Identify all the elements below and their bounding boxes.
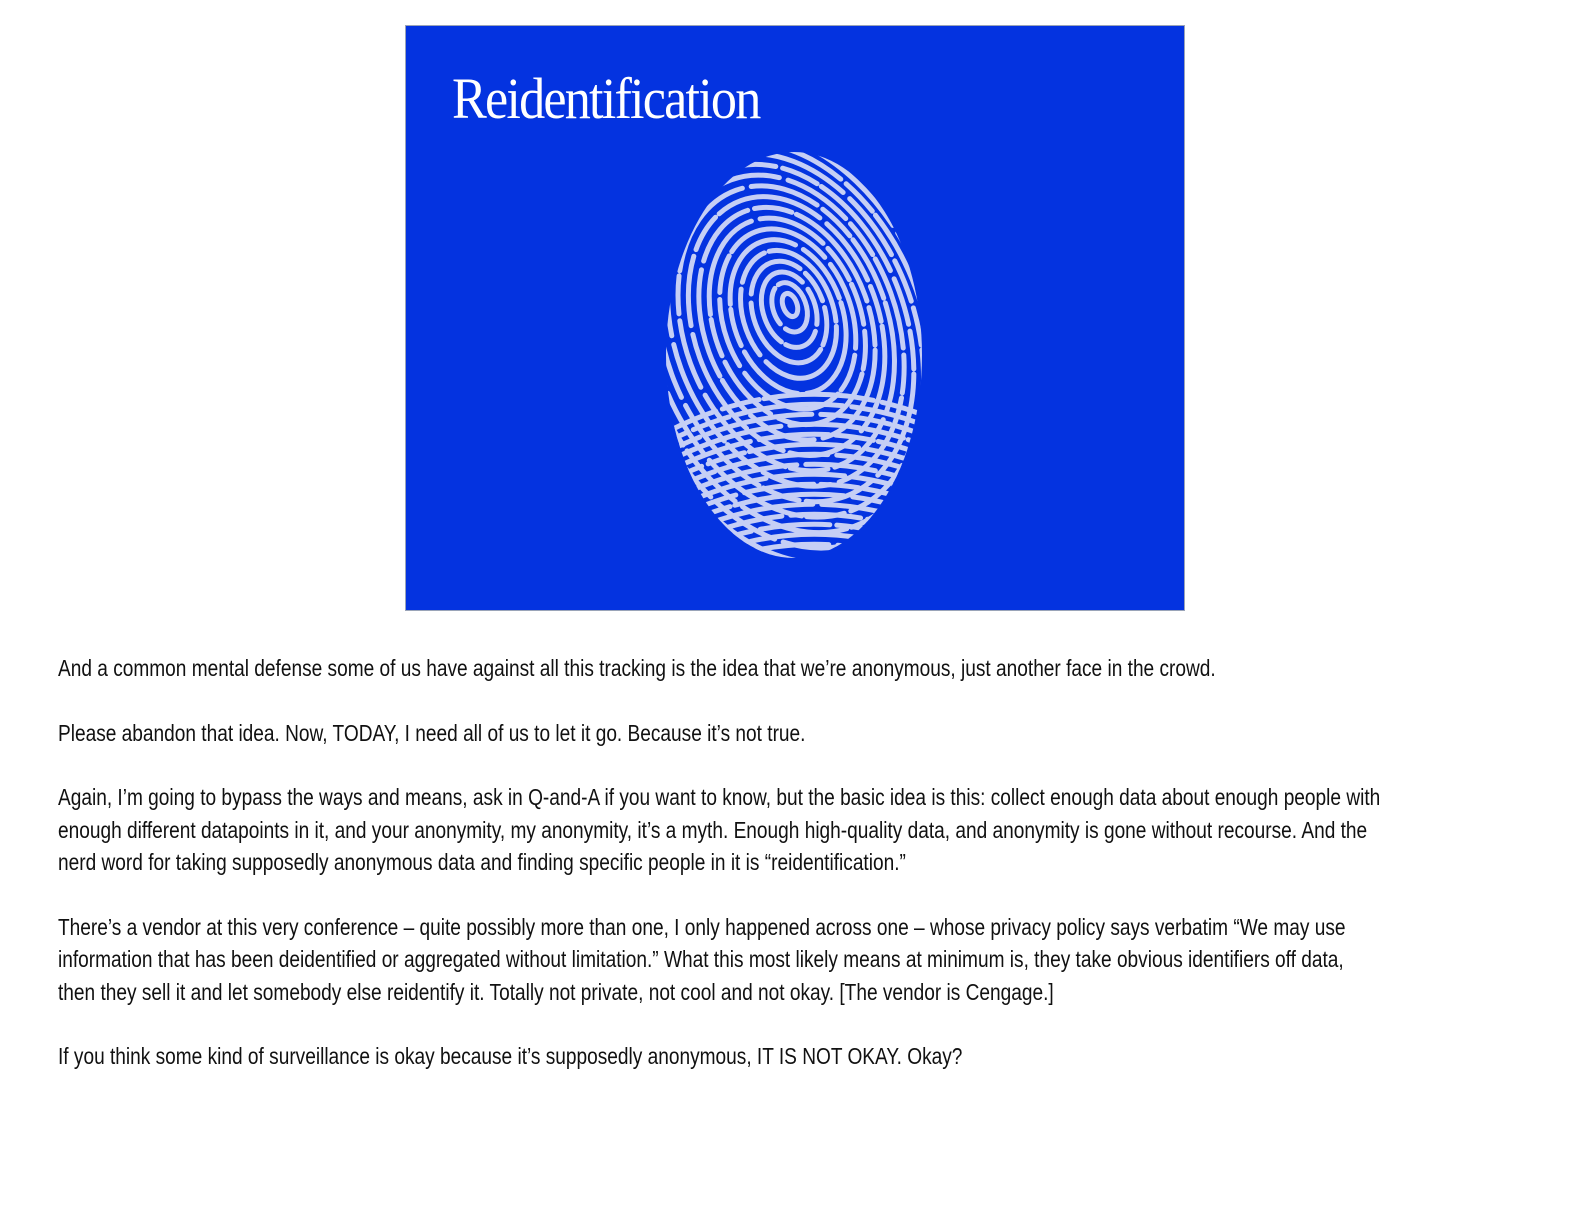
notes-paragraph: Please abandon that idea. Now, TODAY, I need all of us to let it go. Because it’s not true.	[58, 719, 806, 746]
fingerprint-ridge	[779, 291, 800, 318]
fingerprint-ridge	[662, 544, 926, 560]
fingerprint-ridge	[765, 278, 813, 337]
notes-paragraph: There’s a vendor at this very conference – quite possibly more than one, I only happened across one – whose privacy policy says verbatim “We may use information that has been deidentified or aggregated without limitation.” What this most likely means at minimum is, they take obvious identifiers off data, then they sell it and let somebody else reidentify it. Totally not private, not cool and not okay. [The vendor is Cengage.]	[58, 913, 1346, 1005]
slide-title: Reidentification	[452, 66, 760, 131]
slide-image	[405, 25, 1185, 611]
notes-paragraph: If you think some kind of surveillance is okay because it’s supposedly anonymous, IT IS NOT OKAY. Okay?	[58, 1043, 963, 1069]
notes-paragraph: And a common mental defense some of us have against all this tracking is the idea that we’re anonymous, just another face in the crowd.	[58, 655, 1216, 681]
notes-paragraph: Again, I’m going to bypass the ways and means, ask in Q-and-A if you want to know, but the basic idea is this: collect enough data about enough people with enough different datapoints in it, and your anonymity, my anonymity, it’s a myth. Enough high-quality data, and anonymity is gone without recourse. And the nerd word for taking supposedly anonymous data and finding specific people in it is “reidentification.”	[58, 784, 1381, 875]
fingerprint-icon	[662, 150, 926, 560]
speaker-notes	[58, 652, 1436, 1105]
